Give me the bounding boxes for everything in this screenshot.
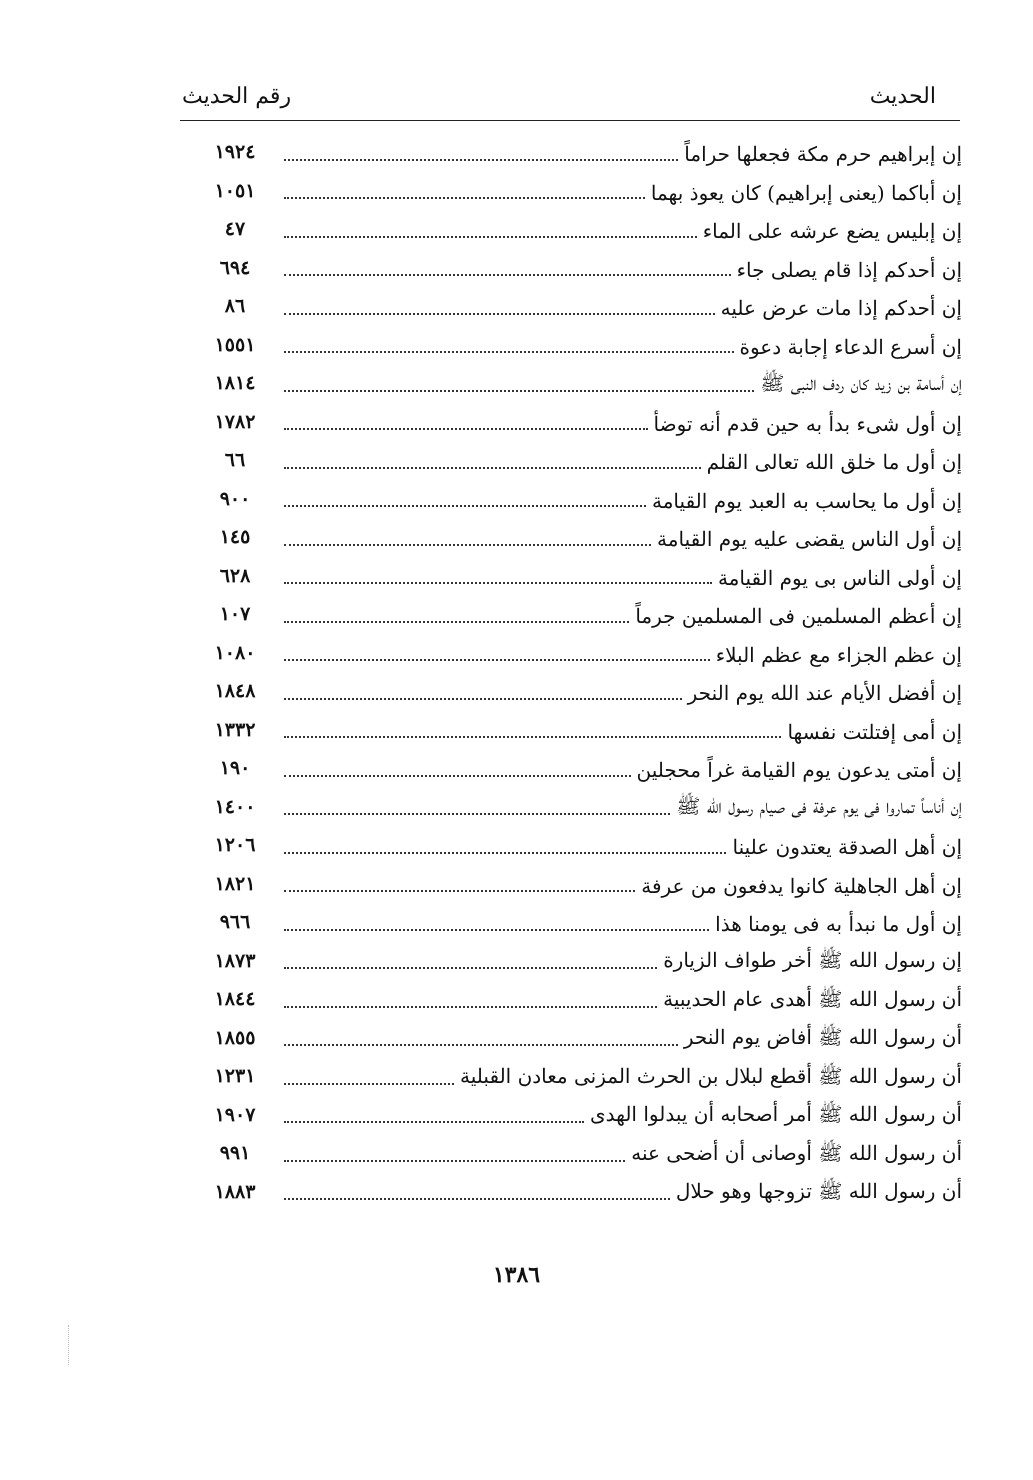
hadith-number: ٩٠٠ [219, 487, 251, 510]
index-row [200, 792, 962, 831]
hadith-number: ١٩٢٤ [214, 141, 256, 163]
row-text-line [284, 909, 962, 939]
hadith-text: إن أحدكم إذا مات عرض عليه [720, 296, 962, 320]
index-row [200, 907, 962, 946]
hadith-number: ٦٩٤ [219, 256, 251, 279]
index-row [200, 984, 962, 1023]
row-text-line [284, 948, 962, 978]
hadith-text: إن عظم الجزاء مع عظم البلاء [715, 642, 962, 667]
index-row [200, 1061, 962, 1100]
row-text-line [284, 1179, 962, 1209]
index-row [200, 1177, 962, 1216]
index-row [200, 869, 962, 908]
index-row [200, 1023, 962, 1062]
hadith-number: ١٩٠ [219, 757, 251, 779]
hadith-number: ١٤٠٠ [214, 795, 256, 818]
hadith-text: إن إبراهيم حرم مكة فجعلها حراماً [684, 142, 962, 166]
row-text-line [284, 447, 962, 477]
hadith-text: إن أمى إفتلتت نفسها [787, 719, 962, 744]
hadith-number: ٤٧ [224, 218, 246, 240]
hadith-text: إن أعظم المسلمين فى المسلمين جرماً [635, 604, 962, 628]
index-row [200, 330, 962, 369]
row-text-line [284, 832, 962, 862]
hadith-text: إن إبليس يضع عرشه على الماء [702, 219, 962, 243]
index-row [200, 484, 962, 523]
row-text-line [284, 640, 962, 670]
index-row [200, 1138, 962, 1177]
row-text-line [284, 717, 962, 747]
page-number: ١٣٨٦ [492, 1262, 541, 1288]
index-row [200, 445, 962, 484]
hadith-number: ١٠٨٠ [214, 641, 256, 664]
row-text-line [284, 216, 962, 246]
index-row [200, 214, 962, 253]
row-text-line [284, 1025, 962, 1055]
row-text-line [284, 370, 962, 400]
index-row [200, 561, 962, 600]
dot-leader [284, 966, 657, 969]
hadith-text: إن أول ما نبدأ به فى يومنا هذا [715, 912, 962, 936]
hadith-text: إن أفضل الأيام عند الله يوم النحر [687, 681, 962, 705]
hadith-text: إن أولى الناس بى يوم القيامة [717, 565, 962, 590]
hadith-text: إن أسامة بن زيد كان ردف النبى ﷺ [760, 370, 962, 395]
index-row [200, 253, 962, 292]
row-text-line [284, 1063, 962, 1093]
dot-leader [284, 543, 651, 546]
hadith-number: ٨٦ [224, 295, 246, 317]
dot-leader [284, 1043, 678, 1046]
hadith-number: ١٨٨٣ [214, 1180, 256, 1203]
dot-leader [284, 427, 648, 430]
index-row [200, 676, 962, 715]
row-text-line [284, 178, 962, 208]
hadith-number: ١٨٢١ [214, 872, 256, 895]
dot-leader [284, 196, 645, 199]
row-text-line [284, 332, 962, 362]
index-row [200, 638, 962, 677]
dot-leader [284, 1005, 657, 1008]
row-text-line [284, 871, 962, 901]
row-text-line [284, 563, 962, 593]
dot-leader [284, 1082, 454, 1085]
hadith-column-heading: الحديث [869, 84, 936, 109]
row-text-line [284, 255, 962, 285]
hadith-text: أن رسول الله ﷺ تزوجها وهو حلال [675, 1179, 962, 1203]
hadith-number: ٩٩١ [219, 1142, 251, 1164]
row-text-line [284, 794, 962, 824]
hadith-text: إن أول ما خلق الله تعالى القلم [706, 450, 962, 474]
index-row [200, 137, 962, 176]
row-text-line [284, 755, 962, 785]
hadith-text: إن أهل الصدقة يعتدون علينا [732, 835, 962, 859]
margin-mark [68, 1325, 70, 1365]
hadith-number: ١٥٥١ [214, 333, 256, 356]
dot-leader [284, 774, 631, 777]
dot-leader [284, 697, 682, 700]
row-text-line [284, 601, 962, 631]
dot-leader [284, 1197, 670, 1200]
hadith-number: ١٠٥١ [214, 179, 256, 202]
hadith-number: ١٨٧٣ [214, 949, 256, 972]
dot-leader [284, 504, 646, 507]
dot-leader [284, 350, 734, 353]
dot-leader [284, 1120, 584, 1123]
dot-leader [284, 1159, 625, 1162]
hadith-number: ١٨٤٨ [214, 680, 256, 702]
hadith-index-list [200, 137, 962, 1215]
dot-leader [284, 928, 709, 931]
hadith-text: أن رسول الله ﷺ أفاض يوم النحر [683, 1025, 962, 1049]
hadith-text: إن أمتى يدعون يوم القيامة غراً محجلين [636, 758, 962, 782]
index-row [200, 368, 962, 407]
dot-leader [284, 158, 678, 161]
dot-leader [284, 581, 712, 584]
hadith-text: أن رسول الله ﷺ أقطع لبلال بن الحرث المزنى معادن القبلية [460, 1063, 962, 1088]
dot-leader [284, 658, 710, 661]
row-text-line [284, 139, 962, 169]
index-row [200, 946, 962, 985]
row-text-line [284, 678, 962, 708]
row-text-line [284, 1102, 962, 1132]
index-row [200, 176, 962, 215]
row-text-line [284, 1140, 962, 1170]
dot-leader [284, 889, 635, 892]
hadith-number: ١٢٠٦ [214, 834, 256, 856]
index-row [200, 753, 962, 792]
row-text-line [284, 986, 962, 1016]
hadith-text: إن أهل الجاهلية كانوا يدفعون من عرفة [641, 873, 962, 898]
index-row [200, 522, 962, 561]
dot-leader [284, 620, 629, 623]
row-text-line [284, 486, 962, 516]
hadith-number: ١٨١٤ [214, 372, 256, 394]
hadith-text: أن رسول الله ﷺ أمر أصحابه أن يبدلوا الهدى [589, 1102, 962, 1126]
dot-leader [284, 735, 781, 738]
hadith-number-column-heading: رقم الحديث [182, 84, 292, 109]
hadith-number: ١٤٥ [219, 526, 251, 548]
dot-leader [284, 235, 697, 238]
row-text-line [284, 409, 962, 439]
index-row [200, 715, 962, 754]
index-row [200, 1100, 962, 1139]
hadith-number: ٦٢٨ [219, 564, 251, 587]
row-text-line [284, 293, 962, 323]
dot-leader [284, 312, 715, 315]
hadith-number: ١٣٣٢ [214, 718, 256, 741]
dot-leader [284, 812, 670, 815]
hadith-text: إن أول ما يحاسب به العبد يوم القيامة [652, 488, 962, 513]
dot-leader [284, 851, 726, 854]
hadith-number: ٦٦ [224, 449, 246, 471]
hadith-number: ٩٦٦ [219, 911, 251, 933]
hadith-text: إن أناساً تماروا فى يوم عرفة فى صيام رسول الله ﷺ [676, 794, 962, 818]
hadith-text: إن أسرع الدعاء إجابة دعوة [739, 334, 962, 359]
hadith-text: أن رسول الله ﷺ أوصانى أن أضحى عنه [631, 1140, 962, 1165]
dot-leader [284, 466, 701, 469]
hadith-number: ١٩٠٧ [214, 1103, 256, 1126]
index-row [200, 407, 962, 446]
hadith-text: إن أحدكم إذا قام يصلى جاء [736, 257, 962, 282]
hadith-text: إن أول الناس يقضى عليه يوم القيامة [657, 527, 962, 551]
page-header [180, 78, 960, 118]
hadith-text: إن رسول الله ﷺ أخر طواف الزيارة [663, 948, 962, 972]
header-divider [180, 120, 960, 121]
dot-leader [284, 273, 731, 276]
hadith-number: ١٨٥٥ [214, 1026, 256, 1049]
hadith-number: ١٠٧ [219, 603, 251, 625]
row-text-line [284, 524, 962, 554]
index-row [200, 830, 962, 869]
dot-leader [284, 389, 754, 392]
hadith-text: إن أباكما (يعنى إبراهيم) كان يعوذ بهما [650, 180, 962, 205]
hadith-text: إن أول شىء بدأ به حين قدم أنه توضأ [653, 411, 962, 436]
hadith-number: ١٢٣١ [214, 1065, 256, 1087]
hadith-text: أن رسول الله ﷺ أهدى عام الحديبية [663, 986, 962, 1011]
hadith-number: ١٨٤٤ [214, 988, 256, 1010]
hadith-number: ١٧٨٢ [214, 410, 256, 433]
index-row [200, 599, 962, 638]
index-row [200, 291, 962, 330]
